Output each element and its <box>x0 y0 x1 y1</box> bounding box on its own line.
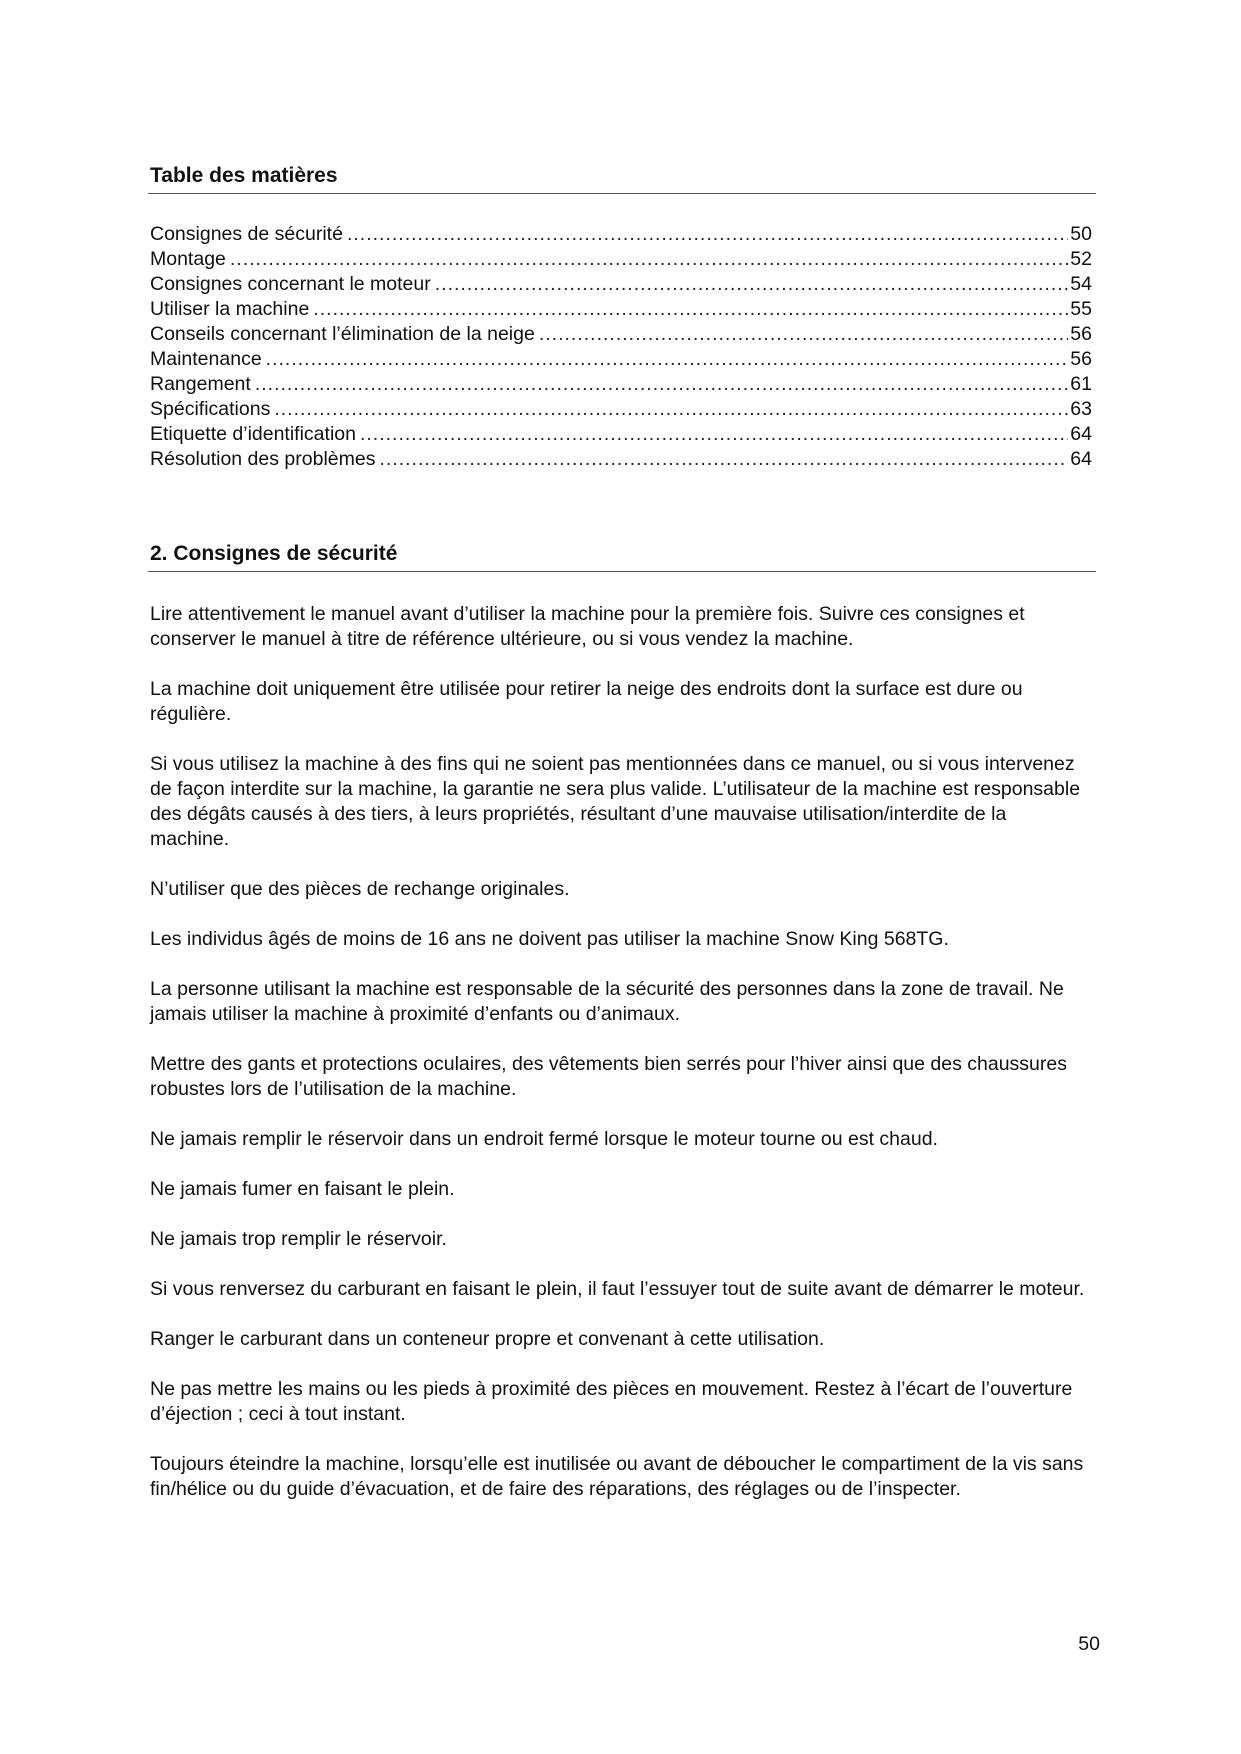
safety-paragraph: La personne utilisant la machine est responsable de la sécurité des personnes dans la zone de travail. Ne jamais utiliser la machine à proximité d’enfants ou d’animaux. <box>150 978 1064 1025</box>
toc-leader-dots <box>360 422 1068 447</box>
toc-entry-page: 56 <box>1070 348 1092 370</box>
toc-entry-page: 61 <box>1070 373 1092 395</box>
safety-paragraph: Les individus âgés de moins de 16 ans ne doivent pas utiliser la machine Snow King 568TG. <box>150 928 949 950</box>
toc-entry-label: Spécifications <box>150 398 271 420</box>
safety-paragraph: Ne jamais trop remplir le réservoir. <box>150 1228 447 1250</box>
toc-entry-page: 64 <box>1070 423 1092 445</box>
safety-paragraph: Ne jamais fumer en faisant le plein. <box>150 1178 455 1200</box>
toc-entry-label: Consignes de sécurité <box>150 223 343 245</box>
toc-entry[interactable] <box>150 272 1092 297</box>
toc-leader-dots <box>539 322 1068 347</box>
toc-entry-label: Maintenance <box>150 348 262 370</box>
toc-entry-page: 54 <box>1070 273 1092 295</box>
toc-entry-label: Etiquette d’identification <box>150 423 356 445</box>
toc-leader-dots <box>230 247 1068 272</box>
safety-paragraph: Mettre des gants et protections oculaires, des vêtements bien serrés pour l’hiver ainsi que des chaussures robustes lors de l’utilisation de la machine. <box>150 1053 1067 1100</box>
toc-entry-page: 56 <box>1070 323 1092 345</box>
toc-list <box>148 222 1096 472</box>
toc-leader-dots <box>255 372 1068 397</box>
safety-section <box>148 541 1096 1527</box>
toc-entry[interactable] <box>150 222 1092 247</box>
toc-entry-page: 50 <box>1070 223 1092 245</box>
toc-entry-page: 52 <box>1070 248 1092 270</box>
safety-paragraph: Ranger le carburant dans un conteneur propre et convenant à cette utilisation. <box>150 1328 825 1350</box>
safety-paragraph: Lire attentivement le manuel avant d’utiliser la machine pour la première fois. Suivre ces consignes et conserver le manuel à titre de référence ultérieure, ou si vous vendez la machine. <box>150 603 1025 650</box>
toc-leader-dots <box>435 272 1069 297</box>
toc-entry[interactable] <box>150 372 1092 397</box>
toc-entry[interactable] <box>150 422 1092 447</box>
toc-entry-label: Consignes concernant le moteur <box>150 273 431 295</box>
toc-leader-dots <box>266 347 1069 372</box>
toc-entry[interactable] <box>150 247 1092 272</box>
toc-leader-dots <box>313 297 1068 322</box>
safety-paragraph: Toujours éteindre la machine, lorsqu’elle est inutilisée ou avant de déboucher le compartiment de la vis sans fin/hélice ou du guide d’évacuation, et de faire des réparations, des réglages ou de l’inspecter. <box>150 1453 1084 1500</box>
toc-entry-label: Rangement <box>150 373 251 395</box>
toc-heading: Table des matières <box>148 163 1096 194</box>
toc-leader-dots <box>379 447 1068 472</box>
toc-entry-label: Utiliser la machine <box>150 298 310 320</box>
safety-paragraph: Si vous utilisez la machine à des fins qui ne soient pas mentionnées dans ce manuel, ou si vous intervenez de façon interdite sur la machine, la garantie ne sera plus valide. L’utilisateur de la machine est responsable des dégâts causés à des tiers, à leurs propriétés, résultant d’une mauvaise utilisation/interdite de la machine. <box>150 753 1081 850</box>
safety-heading: 2. Consignes de sécurité <box>148 541 1096 572</box>
safety-paragraph: Ne jamais remplir le réservoir dans un endroit fermé lorsque le moteur tourne ou est chaud. <box>150 1128 938 1150</box>
toc-entry[interactable] <box>150 397 1092 422</box>
safety-paragraph: Ne pas mettre les mains ou les pieds à proximité des pièces en mouvement. Restez à l’écart de l’ouverture d’éjection ; ceci à tout instant. <box>150 1378 1073 1425</box>
toc-leader-dots <box>274 397 1068 422</box>
toc-entry-page: 64 <box>1070 448 1092 470</box>
safety-paragraph: Si vous renversez du carburant en faisant le plein, il faut l’essuyer tout de suite avant de démarrer le moteur. <box>150 1278 1085 1300</box>
toc-entry-label: Résolution des problèmes <box>150 448 376 470</box>
table-of-contents <box>148 163 1096 472</box>
toc-entry[interactable] <box>150 322 1092 347</box>
page-number: 50 <box>1078 1633 1100 1655</box>
toc-entry[interactable] <box>150 347 1092 372</box>
safety-paragraph: La machine doit uniquement être utilisée pour retirer la neige des endroits dont la surface est dure ou régulière. <box>150 678 1023 725</box>
toc-entry-page: 63 <box>1070 398 1092 420</box>
toc-leader-dots <box>347 222 1068 247</box>
toc-entry-label: Montage <box>150 248 226 270</box>
safety-paragraphs <box>148 602 1096 1502</box>
toc-entry-page: 55 <box>1070 298 1092 320</box>
safety-paragraph: N’utiliser que des pièces de rechange originales. <box>150 878 570 900</box>
toc-entry[interactable] <box>150 447 1092 472</box>
toc-entry[interactable] <box>150 297 1092 322</box>
toc-entry-label: Conseils concernant l’élimination de la neige <box>150 323 535 345</box>
